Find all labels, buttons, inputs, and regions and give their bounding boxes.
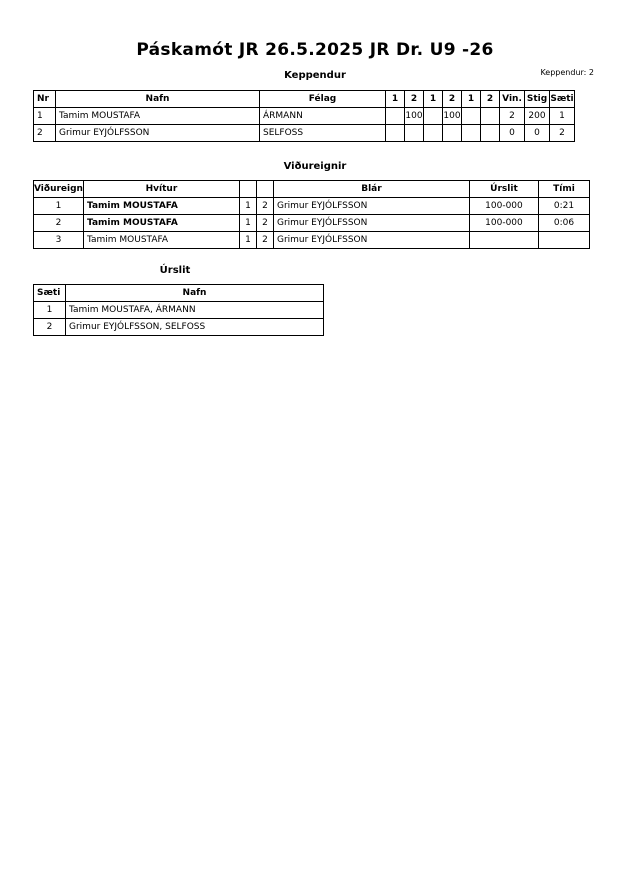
cell-round-1a xyxy=(386,125,405,142)
cell-blar: Grimur EYJÓLFSSON xyxy=(273,232,469,249)
table-row xyxy=(34,108,575,125)
cell-round-2a: 100 xyxy=(405,108,424,125)
results-section-label: Úrslit xyxy=(159,265,191,276)
matches-table xyxy=(33,180,590,249)
cell-saeti: 1 xyxy=(34,302,66,319)
table-row xyxy=(34,198,590,215)
table-row xyxy=(34,215,590,232)
cell-round-1c xyxy=(462,125,481,142)
header-vidureign: Viðureign xyxy=(34,181,84,198)
cell-round-2c xyxy=(481,108,500,125)
table-row xyxy=(34,125,575,142)
cell-round-1b xyxy=(424,125,443,142)
header-round-2c: 2 xyxy=(481,91,500,108)
table-row xyxy=(34,319,324,336)
table-header-row xyxy=(34,181,590,198)
header-felag: Félag xyxy=(260,91,386,108)
cell-felag: ÁRMANN xyxy=(260,108,386,125)
entrants-table xyxy=(33,90,575,142)
header-white-number xyxy=(239,181,256,198)
table-header-row xyxy=(34,91,575,108)
cell-urslit: 100-000 xyxy=(469,215,538,232)
cell-hvitur: Tamim MOUSTAFA xyxy=(83,215,239,232)
header-urslit: Úrslit xyxy=(469,181,538,198)
cell-vidureign: 2 xyxy=(34,215,84,232)
header-timi: Tími xyxy=(538,181,589,198)
cell-vidureign: 1 xyxy=(34,198,84,215)
cell-round-2a xyxy=(405,125,424,142)
cell-vin: 0 xyxy=(500,125,525,142)
entrants-section-label: Keppendur xyxy=(284,70,346,81)
header-stig: Stig xyxy=(525,91,550,108)
cell-round-2b xyxy=(443,125,462,142)
header-nr: Nr xyxy=(34,91,56,108)
cell-vin: 2 xyxy=(500,108,525,125)
cell-hvitur: Tamim MOUSTAFA xyxy=(83,232,239,249)
cell-round-1b xyxy=(424,108,443,125)
cell-saeti: 2 xyxy=(34,319,66,336)
cell-urslit xyxy=(469,232,538,249)
cell-felag: SELFOSS xyxy=(260,125,386,142)
header-round-2a: 2 xyxy=(405,91,424,108)
header-blar: Blár xyxy=(273,181,469,198)
cell-white-number: 1 xyxy=(239,232,256,249)
cell-hvitur: Tamim MOUSTAFA xyxy=(83,198,239,215)
cell-round-1c xyxy=(462,108,481,125)
header-blue-number xyxy=(256,181,273,198)
cell-blue-number: 2 xyxy=(256,215,273,232)
header-nafn: Nafn xyxy=(56,91,260,108)
cell-nafn: Tamim MOUSTAFA xyxy=(56,108,260,125)
cell-white-number: 1 xyxy=(239,215,256,232)
header-round-1b: 1 xyxy=(424,91,443,108)
table-row xyxy=(34,232,590,249)
cell-blar: Grimur EYJÓLFSSON xyxy=(273,215,469,232)
results-table xyxy=(33,284,324,336)
header-saeti: Sæti xyxy=(34,285,66,302)
header-round-1a: 1 xyxy=(386,91,405,108)
table-row xyxy=(34,302,324,319)
cell-blar: Grimur EYJÓLFSSON xyxy=(273,198,469,215)
cell-timi: 0:21 xyxy=(538,198,589,215)
cell-blue-number: 2 xyxy=(256,198,273,215)
header-hvitur: Hvítur xyxy=(83,181,239,198)
cell-round-2b: 100 xyxy=(443,108,462,125)
cell-blue-number: 2 xyxy=(256,232,273,249)
cell-stig: 200 xyxy=(525,108,550,125)
cell-timi xyxy=(538,232,589,249)
cell-round-2c xyxy=(481,125,500,142)
cell-timi: 0:06 xyxy=(538,215,589,232)
header-round-1c: 1 xyxy=(462,91,481,108)
cell-stig: 0 xyxy=(525,125,550,142)
cell-nr: 2 xyxy=(34,125,56,142)
table-header-row xyxy=(34,285,324,302)
cell-urslit: 100-000 xyxy=(469,198,538,215)
header-nafn: Nafn xyxy=(66,285,324,302)
header-round-2b: 2 xyxy=(443,91,462,108)
cell-white-number: 1 xyxy=(239,198,256,215)
cell-saeti: 2 xyxy=(550,125,575,142)
cell-vidureign: 3 xyxy=(34,232,84,249)
cell-saeti: 1 xyxy=(550,108,575,125)
cell-nr: 1 xyxy=(34,108,56,125)
cell-nafn: Grimur EYJÓLFSSON, SELFOSS xyxy=(66,319,324,336)
header-saeti: Sæti xyxy=(550,91,575,108)
cell-nafn: Tamim MOUSTAFA, ÁRMANN xyxy=(66,302,324,319)
cell-round-1a xyxy=(386,108,405,125)
page-title: Páskamót JR 26.5.2025 JR Dr. U9 -26 xyxy=(136,40,494,60)
entrants-count: Keppendur: 2 xyxy=(540,68,594,77)
header-vin: Vin. xyxy=(500,91,525,108)
matches-section-label: Viðureignir xyxy=(283,161,347,172)
cell-nafn: Grimur EYJÓLFSSON xyxy=(56,125,260,142)
